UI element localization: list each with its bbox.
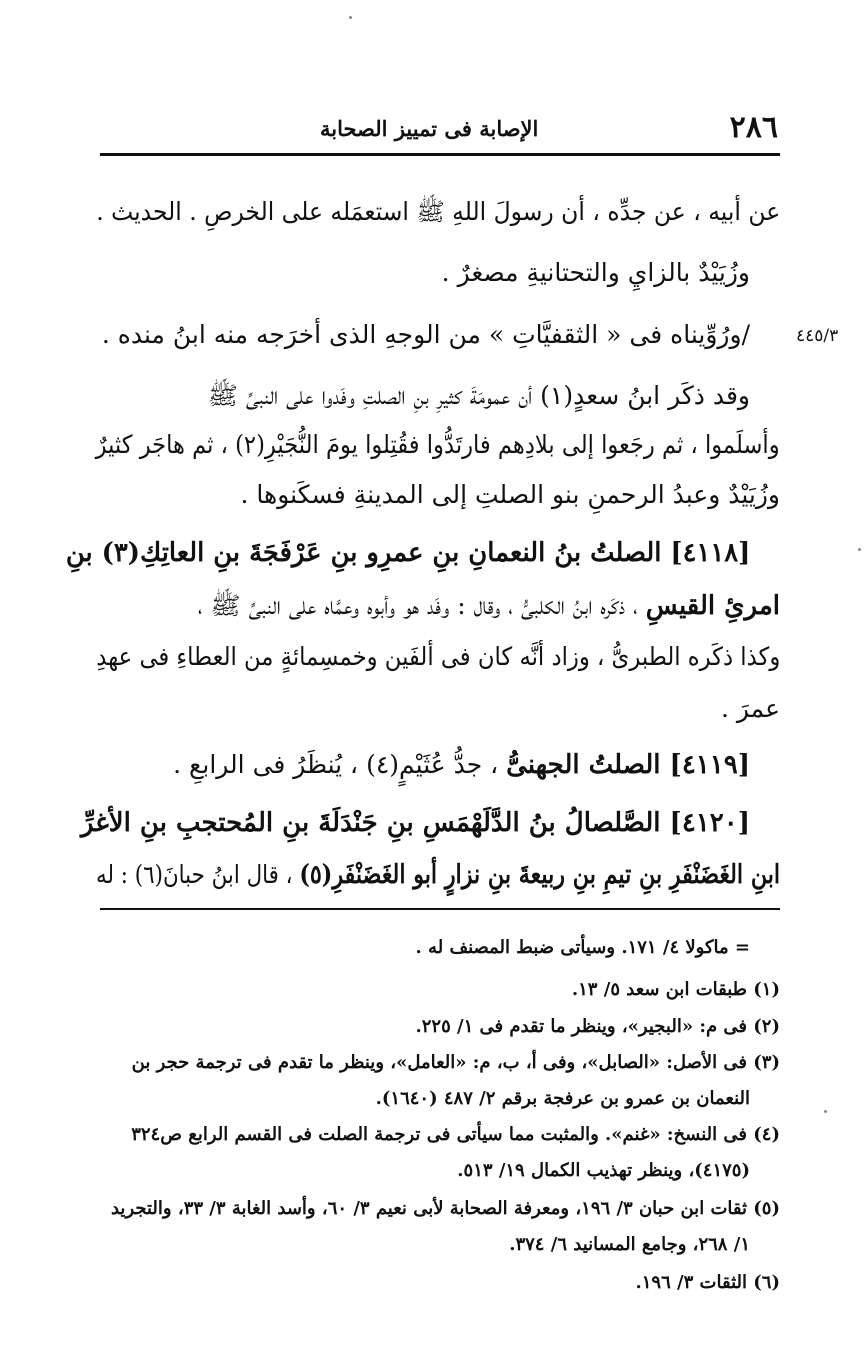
entry-4118-text: ، ذكَره ابنُ الكلبىُّ ، وقال : وفَد هو وأبوه وعمَّاه على النبىِّ ﷺ ، (197, 591, 646, 620)
entry-4118-heading: [٤١١٨] الصلتُ بنُ النعمانِ بنِ عمرِو بنِ عَرْفَجَةَ بنِ العاتِكِ(٣) بنِ (65, 538, 750, 568)
header-rule (100, 153, 780, 156)
entry-4120-name-cont: ابنِ الغَضَنْفَرِ بنِ تيمِ بنِ ربيعةَ بنِ نزارٍ أبو الغَضَنْفَرِ(٥) (299, 860, 780, 890)
page-number: ٢٨٦ (729, 110, 778, 145)
footnote-5: (٥) ثقات ابن حبان ٣/ ١٩٦، ومعرفة الصحابة لأبى نعيم ٣/ ٦٠، وأسد الغابة ٣/ ٣٣، والتجريد (110, 1198, 780, 1219)
footnote-1: (١) طبقات ابن سعد ٥/ ١٣. (571, 979, 780, 1000)
entry-4119 (173, 750, 750, 780)
body-line-5: وأسلَموا ، ثم رجَعوا إلى بلادِهم فارتَدُّوا فقُتِلوا يومَ النُّجَيْرِ(٢) ، ثم هاجَر كثيرٌ (96, 430, 780, 459)
footnote-2: (٢) فى م: «البجير»، وينظر ما تقدم فى ١/ ٢٢٥. (415, 1016, 780, 1037)
entry-4118-name-cont: امرئِ القيسِ (645, 591, 780, 621)
entry-4120-text: ، قال ابنُ حبانَ(٦) : له (95, 860, 300, 889)
entry-4118-line-3: وكذا ذكَره الطبرىُّ ، وزاد أنَّه كان فى ألفَين وخمسِمائةٍ من العطاءِ فى عهدِ (96, 642, 780, 671)
body-line-6: وزُيَيْدٌ وعبدُ الرحمنِ بنو الصلتِ إلى المدينةِ فسكَنوها . (240, 480, 780, 509)
footnote-separator (100, 908, 780, 910)
body-line-2: وزُيَيْدٌ بالزايِ والتحتانيةِ مصغرٌ . (441, 258, 750, 287)
footnote-3: (٣) فى الأصل: «الصابل»، وفى أ، ب، م: «العامل»، وينظر ما تقدم فى ترجمة حجر بن (131, 1052, 780, 1073)
entry-4119-heading: [٤١١٩] الصلتُ الجهنىُّ (506, 750, 750, 780)
body-line-1: عن أبيه ، عن جدِّه ، أن رسولَ اللهِ ﷺ استعمَله على الخرصِ . الحديث . (95, 197, 780, 226)
entry-4120-line-2 (96, 860, 780, 890)
entry-4118-line-2 (198, 590, 780, 627)
scan-speck (349, 16, 352, 19)
scan-speck (824, 1110, 827, 1113)
footnote-5-cont: ١/ ٢٦٨، وجامع المسانيد ٦/ ٣٧٤. (509, 1234, 750, 1255)
footnote-3-cont: النعمان بن عمرو بن عرفجة برقم ٢/ ٤٨٧ (١٦٤٠). (375, 1088, 750, 1109)
scan-speck (858, 548, 861, 551)
running-title: الإصابة فى تمييز الصحابة (320, 116, 539, 141)
entry-4119-text: ، جدُّ عُثَيْمٍ(٤) ، يُنظَرُ فى الرابعِ . (173, 750, 507, 779)
entry-4118-line-4: عمرَ . (720, 694, 780, 723)
body-line-3: /ورُوِّيناه فى « الثقفيَّاتِ » من الوجهِ الذى أخرَجه منه ابنُ منده . (101, 320, 750, 349)
margin-reference: ٤٤٥/٣ (796, 326, 839, 346)
footnote-4-cont: (٤١٧٥)، وينظر تهذيب الكمال ١٩/ ٥١٣. (457, 1160, 750, 1181)
footnote-continuation: = ماكولا ٤/ ١٧١. وسيأتى ضبط المصنف له . (415, 937, 750, 958)
footnote-4: (٤) فى النسخ: «غنم». والمثبت مما سيأتى فى ترجمة الصلت فى القسم الرابع ص٣٢٤ (131, 1124, 780, 1145)
body-line-4: وقد ذكَر ابنُ سعدٍ(١) أن عمومَةَ كثيرِ بنِ الصلتِ وفَدوا على النبىِّ ﷺ (207, 381, 750, 410)
footnote-6: (٦) الثقات ٣/ ١٩٦. (635, 1272, 780, 1293)
entry-4120-heading: [٤١٢٠] الصَّلصالُ بنُ الدَّلَهْمَسِ بنِ جَنْدَلَةَ بنِ المُحتجبِ بنِ الأغرِّ (80, 808, 750, 838)
